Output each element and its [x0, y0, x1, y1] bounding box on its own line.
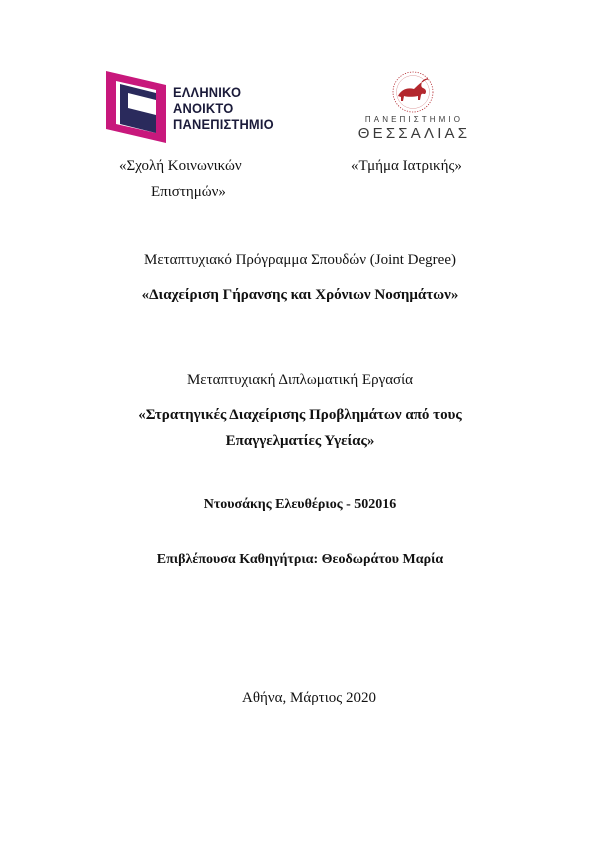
program-name: «Διαχείριση Γήρανσης και Χρόνιων Νοσημάτων»: [141, 287, 459, 303]
eap-logo-line2: ΑΝΟΙΚΤΟ: [173, 100, 234, 116]
uth-logo-line1: ΠΑΝΕΠΙΣΤΗΜΙΟ: [364, 115, 464, 124]
uth-logo: [338, 70, 490, 145]
eap-logo-line1: ΕΛΛΗΝΙΚΟ: [173, 84, 242, 100]
thesis-title-line2: Επαγγελματίες Υγείας»: [225, 433, 375, 449]
author-name: Ντουσάκης Ελευθέριος - 502016: [203, 497, 397, 512]
uth-emblem-icon: [385, 70, 441, 114]
eap-logo-text: [173, 84, 274, 132]
eap-logo: [106, 71, 286, 143]
supervisor-name: Επιβλέπουσα Καθηγήτρια: Θεοδωράτου Μαρία: [156, 552, 444, 567]
uth-logo-line2: ΘΕΣΣΑΛΙΑΣ: [357, 125, 471, 142]
program-title: Μεταπτυχιακό Πρόγραμμα Σπουδών (Joint Degree): [144, 252, 456, 268]
place-date: Αθήνα, Μάρτιος 2020: [242, 690, 376, 706]
thesis-title-line1: «Στρατηγικές Διαχείρισης Προβλημάτων από τους: [138, 407, 462, 423]
school-name-line1: «Σχολή Κοινωνικών: [119, 158, 242, 174]
eap-book-icon: [106, 71, 166, 143]
thesis-type: Μεταπτυχιακή Διπλωματική Εργασία: [186, 372, 414, 388]
school-name-line2: Επιστημών»: [151, 184, 226, 200]
department-name: «Τμήμα Ιατρικής»: [351, 158, 462, 174]
eap-logo-line3: ΠΑΝΕΠΙΣΤΗΜΙΟ: [173, 116, 274, 132]
